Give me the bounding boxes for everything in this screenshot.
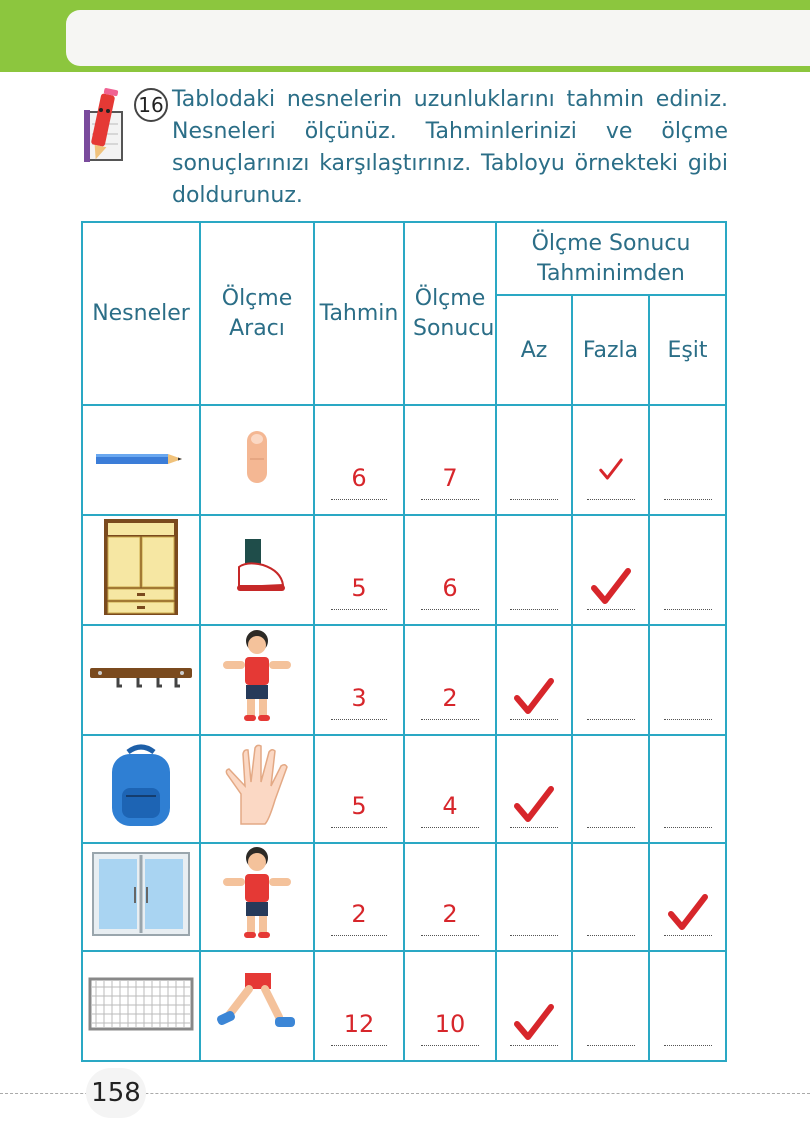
table-row (82, 625, 726, 735)
check-mark-icon (591, 458, 631, 494)
table-row (82, 735, 726, 843)
tool-cell (200, 625, 314, 735)
arm-span-icon (217, 925, 297, 950)
equal-cell (649, 405, 726, 515)
less-cell (496, 515, 572, 625)
finger-icon (242, 466, 272, 491)
wardrobe-icon (102, 598, 180, 623)
answer-line (331, 827, 387, 828)
answer-line (587, 827, 635, 828)
header-objects: Nesneler (82, 222, 200, 405)
answer-line (510, 609, 557, 610)
window-icon (91, 918, 191, 943)
answer-line (510, 499, 557, 500)
check-mark-icon (514, 678, 554, 714)
answer-line (587, 935, 635, 936)
answer-line (331, 719, 387, 720)
tool-cell (200, 515, 314, 625)
estimate-cell (314, 735, 404, 843)
table-row (82, 843, 726, 951)
estimate-value: 12 (343, 1010, 375, 1038)
header-more: Fazla (572, 295, 649, 405)
step-icon (215, 1016, 299, 1041)
equal-cell (649, 625, 726, 735)
estimate-cell (314, 951, 404, 1061)
object-cell (82, 515, 200, 625)
estimate-cell (314, 515, 404, 625)
result-cell (404, 735, 496, 843)
answer-line (587, 499, 635, 500)
table-row (82, 515, 726, 625)
check-mark-icon (514, 1004, 554, 1040)
answer-line (331, 935, 387, 936)
answer-line (421, 609, 479, 610)
answer-line (421, 719, 479, 720)
less-cell (496, 405, 572, 515)
estimate-cell (314, 405, 404, 515)
tool-cell (200, 843, 314, 951)
answer-line (587, 609, 635, 610)
check-mark-icon (668, 894, 708, 930)
check-mark-icon (591, 568, 631, 604)
result-cell (404, 515, 496, 625)
arm-span-icon (217, 708, 297, 733)
more-cell (572, 735, 649, 843)
answer-line (664, 1045, 712, 1046)
estimate-cell (314, 843, 404, 951)
equal-cell (649, 515, 726, 625)
equal-cell (649, 843, 726, 951)
tool-cell (200, 735, 314, 843)
hand-span-icon (219, 809, 295, 834)
header-result: Ölçme Sonucu (404, 222, 496, 405)
less-cell (496, 625, 572, 735)
equal-cell (649, 951, 726, 1061)
answer-line (510, 719, 557, 720)
answer-line (664, 499, 712, 500)
header-comparison: Ölçme Sonucu Tahminimden (496, 222, 726, 295)
result-value: 2 (442, 684, 458, 712)
pencil-icon (96, 448, 186, 473)
estimate-value: 5 (351, 792, 367, 820)
answer-line (587, 719, 635, 720)
table-row (82, 951, 726, 1061)
page-number: 158 (86, 1068, 146, 1118)
answer-line (331, 1045, 387, 1046)
answer-line (664, 827, 712, 828)
tool-cell (200, 405, 314, 515)
more-cell (572, 843, 649, 951)
estimate-value: 2 (351, 900, 367, 928)
top-band (0, 0, 810, 72)
object-cell (82, 843, 200, 951)
object-cell (82, 625, 200, 735)
less-cell (496, 735, 572, 843)
estimate-cell (314, 625, 404, 735)
backpack-icon (108, 809, 174, 834)
answer-line (421, 499, 479, 500)
answer-line (421, 935, 479, 936)
tool-cell (200, 951, 314, 1061)
answer-line (421, 1045, 479, 1046)
measurement-table (81, 221, 727, 1062)
less-cell (496, 843, 572, 951)
result-value: 4 (442, 792, 458, 820)
goal-icon (86, 1012, 196, 1037)
object-cell (82, 735, 200, 843)
coat-rack-icon (88, 671, 194, 696)
object-cell (82, 951, 200, 1061)
check-mark-icon (514, 786, 554, 822)
foot-icon (227, 578, 287, 603)
result-cell (404, 951, 496, 1061)
estimate-value: 5 (351, 574, 367, 602)
more-cell (572, 405, 649, 515)
answer-line (421, 827, 479, 828)
result-value: 10 (434, 1010, 466, 1038)
equal-cell (649, 735, 726, 843)
estimate-value: 6 (351, 464, 367, 492)
result-value: 6 (442, 574, 458, 602)
result-cell (404, 405, 496, 515)
more-cell (572, 951, 649, 1061)
less-cell (496, 951, 572, 1061)
answer-line (510, 935, 557, 936)
estimate-value: 3 (351, 684, 367, 712)
result-cell (404, 843, 496, 951)
header-tool: Ölçme Aracı (200, 222, 314, 405)
top-band-inner (66, 10, 810, 66)
header-less: Az (496, 295, 572, 405)
more-cell (572, 515, 649, 625)
answer-line (331, 609, 387, 610)
answer-line (331, 499, 387, 500)
result-value: 2 (442, 900, 458, 928)
answer-line (510, 827, 557, 828)
more-cell (572, 625, 649, 735)
answer-line (664, 719, 712, 720)
object-cell (82, 405, 200, 515)
result-value: 7 (442, 464, 458, 492)
answer-line (664, 609, 712, 610)
pencil-notepad-icon (82, 84, 130, 174)
result-cell (404, 625, 496, 735)
question-number: 16 (134, 88, 168, 122)
header-estimate: Tahmin (314, 222, 404, 405)
answer-line (587, 1045, 635, 1046)
question-instructions: Tablodaki nesnelerin uzunluklarını tahmin ediniz. Nesneleri ölçünüz. Tahminlerinizi ve ölçme sonuçlarınızı karşılaştırınız. Tabloyu örnekteki gibi doldurunuz. (172, 87, 728, 208)
table-row (82, 405, 726, 515)
answer-line (664, 935, 712, 936)
answer-line (510, 1045, 557, 1046)
header-equal: Eşit (649, 295, 726, 405)
